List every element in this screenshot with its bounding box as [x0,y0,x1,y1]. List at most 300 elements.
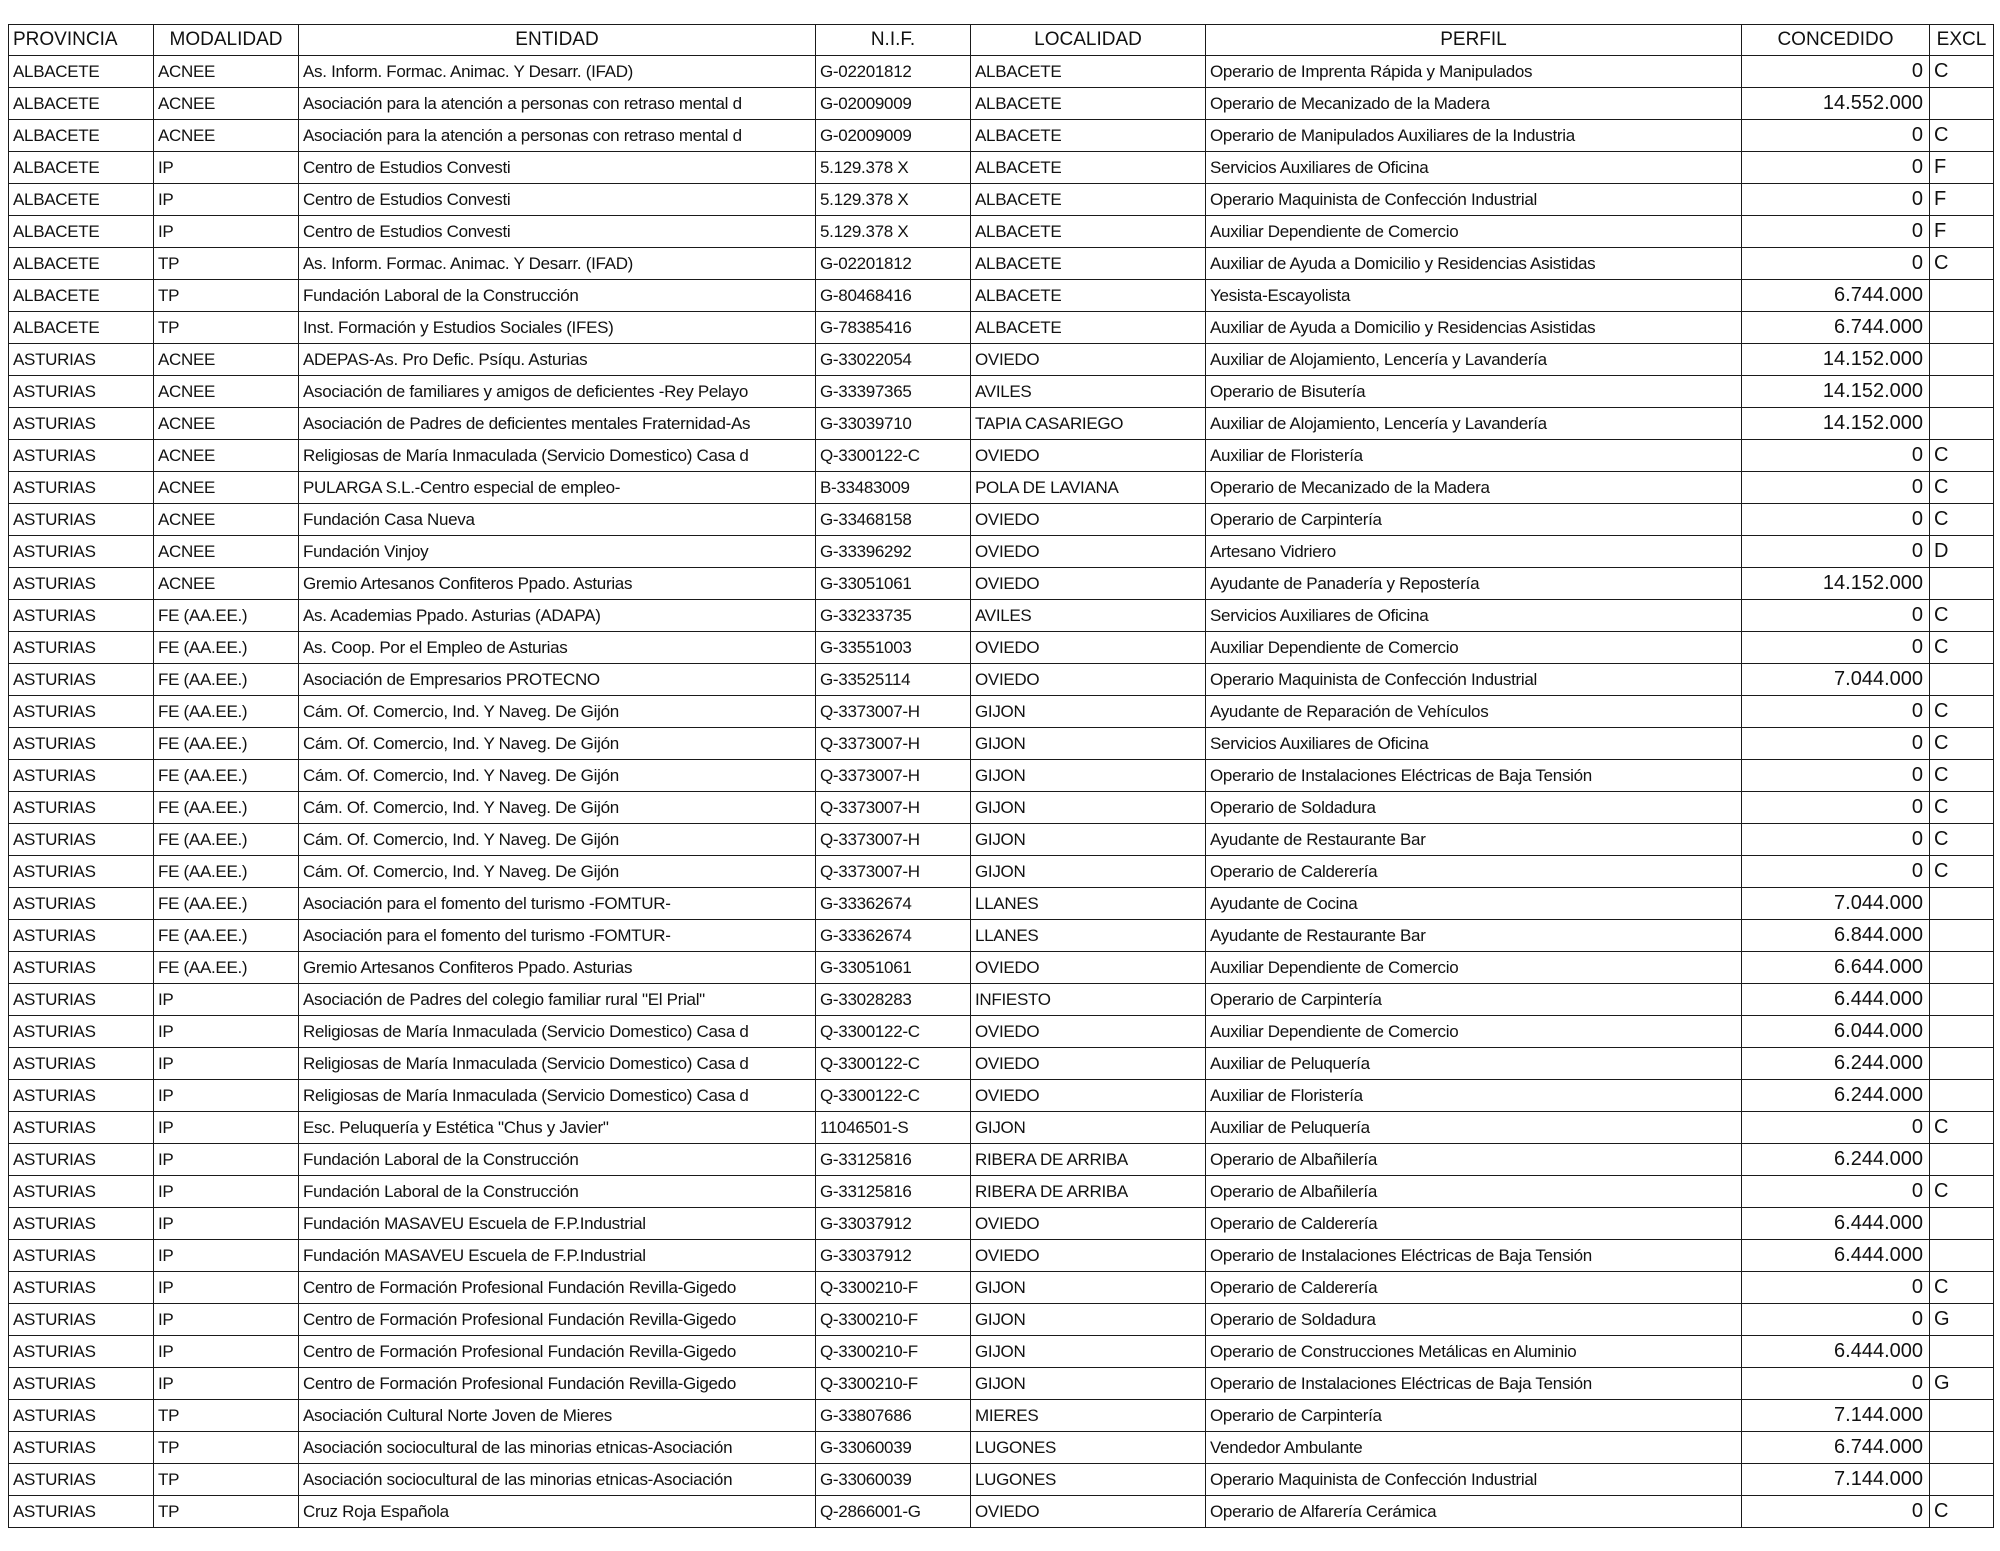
cell-entidad: Gremio Artesanos Confiteros Ppado. Asturias [299,952,816,984]
cell-perfil: Operario de Imprenta Rápida y Manipulados [1206,56,1742,88]
cell-modalidad: IP [154,1048,299,1080]
cell-excl: C [1930,728,1994,760]
cell-entidad: Religiosas de María Inmaculada (Servicio Domestico) Casa d [299,1048,816,1080]
cell-entidad: Asociación para el fomento del turismo -FOMTUR- [299,920,816,952]
header-localidad: LOCALIDAD [971,25,1206,56]
table-row [9,88,1994,120]
cell-provincia: ASTURIAS [9,920,154,952]
cell-nif: Q-3300210-F [816,1368,971,1400]
cell-concedido: 14.152.000 [1742,568,1930,600]
cell-entidad: Asociación de Padres del colegio familiar rural "El Prial" [299,984,816,1016]
cell-localidad: ALBACETE [971,280,1206,312]
cell-perfil: Auxiliar de Floristería [1206,1080,1742,1112]
cell-entidad: Asociación para el fomento del turismo -FOMTUR- [299,888,816,920]
table-row [9,536,1994,568]
cell-excl [1930,1208,1994,1240]
cell-nif: G-80468416 [816,280,971,312]
cell-excl: D [1930,536,1994,568]
cell-provincia: ASTURIAS [9,856,154,888]
cell-excl: G [1930,1304,1994,1336]
cell-entidad: Fundación Laboral de la Construcción [299,1176,816,1208]
cell-entidad: Centro de Formación Profesional Fundación Revilla-Gigedo [299,1336,816,1368]
cell-provincia: ASTURIAS [9,664,154,696]
cell-perfil: Operario Maquinista de Confección Industrial [1206,184,1742,216]
cell-localidad: GIJON [971,824,1206,856]
cell-concedido: 0 [1742,760,1930,792]
cell-perfil: Ayudante de Restaurante Bar [1206,824,1742,856]
cell-localidad: GIJON [971,1368,1206,1400]
cell-concedido: 6.744.000 [1742,280,1930,312]
cell-entidad: Asociación de familiares y amigos de deficientes -Rey Pelayo [299,376,816,408]
table-row [9,312,1994,344]
cell-provincia: ASTURIAS [9,1368,154,1400]
cell-modalidad: IP [154,1016,299,1048]
cell-nif: G-02201812 [816,248,971,280]
cell-perfil: Artesano Vidriero [1206,536,1742,568]
cell-modalidad: IP [154,184,299,216]
cell-modalidad: ACNEE [154,344,299,376]
table-header [9,25,1994,56]
cell-concedido: 6.644.000 [1742,952,1930,984]
cell-perfil: Operario Maquinista de Confección Industrial [1206,1464,1742,1496]
cell-modalidad: IP [154,1080,299,1112]
cell-modalidad: TP [154,280,299,312]
cell-provincia: ASTURIAS [9,1144,154,1176]
cell-provincia: ASTURIAS [9,536,154,568]
cell-perfil: Servicios Auxiliares de Oficina [1206,600,1742,632]
cell-concedido: 6.744.000 [1742,1432,1930,1464]
cell-modalidad: ACNEE [154,536,299,568]
table-row [9,1368,1994,1400]
cell-perfil: Auxiliar de Floristería [1206,440,1742,472]
cell-localidad: LUGONES [971,1432,1206,1464]
cell-modalidad: TP [154,312,299,344]
cell-provincia: ASTURIAS [9,1208,154,1240]
cell-provincia: ASTURIAS [9,1240,154,1272]
cell-perfil: Servicios Auxiliares de Oficina [1206,728,1742,760]
cell-modalidad: IP [154,1208,299,1240]
cell-modalidad: IP [154,1112,299,1144]
cell-localidad: OVIEDO [971,1240,1206,1272]
cell-concedido: 6.744.000 [1742,312,1930,344]
cell-provincia: ASTURIAS [9,1432,154,1464]
cell-provincia: ALBACETE [9,280,154,312]
cell-perfil: Servicios Auxiliares de Oficina [1206,152,1742,184]
cell-localidad: ALBACETE [971,120,1206,152]
cell-perfil: Operario de Instalaciones Eléctricas de Baja Tensión [1206,760,1742,792]
cell-provincia: ASTURIAS [9,984,154,1016]
cell-concedido: 6.444.000 [1742,1208,1930,1240]
cell-entidad: As. Coop. Por el Empleo de Asturias [299,632,816,664]
cell-nif: G-33125816 [816,1176,971,1208]
cell-excl: C [1930,632,1994,664]
cell-excl: C [1930,696,1994,728]
cell-nif: Q-3300210-F [816,1272,971,1304]
cell-provincia: ALBACETE [9,120,154,152]
cell-excl [1930,888,1994,920]
cell-concedido: 0 [1742,1496,1930,1528]
cell-concedido: 0 [1742,536,1930,568]
cell-perfil: Operario de Soldadura [1206,792,1742,824]
table-row [9,568,1994,600]
cell-concedido: 0 [1742,696,1930,728]
grants-table [8,24,1994,1528]
table-row [9,1112,1994,1144]
table-row [9,1304,1994,1336]
cell-modalidad: FE (AA.EE.) [154,792,299,824]
cell-provincia: ASTURIAS [9,632,154,664]
header-nif: N.I.F. [816,25,971,56]
cell-modalidad: IP [154,216,299,248]
cell-perfil: Ayudante de Reparación de Vehículos [1206,696,1742,728]
cell-localidad: OVIEDO [971,664,1206,696]
cell-excl: F [1930,184,1994,216]
cell-concedido: 0 [1742,792,1930,824]
cell-concedido: 6.844.000 [1742,920,1930,952]
cell-concedido: 6.444.000 [1742,984,1930,1016]
cell-provincia: ASTURIAS [9,504,154,536]
cell-provincia: ASTURIAS [9,1176,154,1208]
cell-excl [1930,1144,1994,1176]
cell-concedido: 0 [1742,440,1930,472]
cell-entidad: Cám. Of. Comercio, Ind. Y Naveg. De Gijón [299,856,816,888]
cell-localidad: ALBACETE [971,312,1206,344]
cell-provincia: ALBACETE [9,152,154,184]
cell-perfil: Auxiliar de Ayuda a Domicilio y Residencias Asistidas [1206,248,1742,280]
cell-perfil: Operario de Construcciones Metálicas en Aluminio [1206,1336,1742,1368]
cell-nif: G-33037912 [816,1208,971,1240]
cell-provincia: ASTURIAS [9,440,154,472]
table-row [9,792,1994,824]
cell-entidad: Religiosas de María Inmaculada (Servicio Domestico) Casa d [299,1080,816,1112]
cell-localidad: OVIEDO [971,504,1206,536]
cell-excl: F [1930,216,1994,248]
cell-concedido: 0 [1742,1304,1930,1336]
cell-concedido: 14.152.000 [1742,408,1930,440]
cell-excl: C [1930,1272,1994,1304]
cell-nif: G-33060039 [816,1464,971,1496]
cell-localidad: OVIEDO [971,344,1206,376]
table-row [9,1432,1994,1464]
cell-concedido: 14.152.000 [1742,344,1930,376]
cell-provincia: ALBACETE [9,56,154,88]
cell-localidad: OVIEDO [971,1496,1206,1528]
cell-concedido: 6.444.000 [1742,1240,1930,1272]
cell-entidad: Asociación Cultural Norte Joven de Mieres [299,1400,816,1432]
cell-modalidad: FE (AA.EE.) [154,888,299,920]
cell-nif: G-33362674 [816,920,971,952]
header-excl: EXCL [1930,25,1994,56]
cell-nif: G-33397365 [816,376,971,408]
header-entidad: ENTIDAD [299,25,816,56]
header-perfil: PERFIL [1206,25,1742,56]
table-row [9,1080,1994,1112]
cell-provincia: ASTURIAS [9,376,154,408]
cell-nif: G-33060039 [816,1432,971,1464]
cell-nif: G-02201812 [816,56,971,88]
cell-provincia: ASTURIAS [9,696,154,728]
cell-modalidad: IP [154,1272,299,1304]
cell-provincia: ASTURIAS [9,952,154,984]
cell-modalidad: IP [154,1176,299,1208]
cell-excl [1930,1048,1994,1080]
cell-concedido: 0 [1742,120,1930,152]
cell-provincia: ASTURIAS [9,760,154,792]
cell-entidad: Asociación sociocultural de las minorias etnicas-Asociación [299,1432,816,1464]
cell-concedido: 0 [1742,856,1930,888]
cell-nif: G-33807686 [816,1400,971,1432]
cell-localidad: RIBERA DE ARRIBA [971,1144,1206,1176]
cell-excl [1930,664,1994,696]
cell-localidad: GIJON [971,1272,1206,1304]
cell-concedido: 14.552.000 [1742,88,1930,120]
cell-nif: G-33039710 [816,408,971,440]
cell-provincia: ASTURIAS [9,408,154,440]
cell-excl: C [1930,120,1994,152]
table-row [9,408,1994,440]
cell-localidad: GIJON [971,1336,1206,1368]
cell-perfil: Operario de Mecanizado de la Madera [1206,472,1742,504]
header-modalidad: MODALIDAD [154,25,299,56]
table-row [9,760,1994,792]
cell-excl [1930,984,1994,1016]
table-row [9,184,1994,216]
cell-concedido: 0 [1742,152,1930,184]
cell-concedido: 0 [1742,1368,1930,1400]
table-row [9,1400,1994,1432]
cell-modalidad: TP [154,248,299,280]
cell-entidad: Asociación de Padres de deficientes mentales Fraternidad-As [299,408,816,440]
cell-excl [1930,312,1994,344]
cell-concedido: 0 [1742,248,1930,280]
table-row [9,600,1994,632]
cell-localidad: OVIEDO [971,1080,1206,1112]
cell-excl: C [1930,1496,1994,1528]
cell-provincia: ASTURIAS [9,1016,154,1048]
cell-nif: G-33468158 [816,504,971,536]
cell-localidad: ALBACETE [971,56,1206,88]
cell-perfil: Operario de Carpintería [1206,984,1742,1016]
cell-provincia: ALBACETE [9,248,154,280]
cell-provincia: ASTURIAS [9,472,154,504]
cell-concedido: 7.144.000 [1742,1464,1930,1496]
cell-modalidad: TP [154,1496,299,1528]
cell-concedido: 7.044.000 [1742,664,1930,696]
table-row [9,824,1994,856]
cell-perfil: Auxiliar de Ayuda a Domicilio y Residencias Asistidas [1206,312,1742,344]
cell-localidad: AVILES [971,376,1206,408]
cell-provincia: ASTURIAS [9,344,154,376]
cell-provincia: ALBACETE [9,184,154,216]
cell-provincia: ASTURIAS [9,568,154,600]
cell-modalidad: FE (AA.EE.) [154,632,299,664]
cell-localidad: GIJON [971,760,1206,792]
cell-concedido: 6.244.000 [1742,1144,1930,1176]
cell-perfil: Operario de Calderería [1206,856,1742,888]
cell-modalidad: FE (AA.EE.) [154,824,299,856]
cell-modalidad: ACNEE [154,120,299,152]
cell-excl [1930,1016,1994,1048]
table-row [9,152,1994,184]
cell-nif: G-33525114 [816,664,971,696]
cell-perfil: Auxiliar Dependiente de Comercio [1206,952,1742,984]
cell-localidad: GIJON [971,1112,1206,1144]
table-row [9,984,1994,1016]
table-row [9,920,1994,952]
cell-excl: C [1930,792,1994,824]
cell-provincia: ASTURIAS [9,728,154,760]
cell-nif: G-33396292 [816,536,971,568]
cell-concedido: 14.152.000 [1742,376,1930,408]
cell-modalidad: ACNEE [154,440,299,472]
cell-modalidad: FE (AA.EE.) [154,920,299,952]
cell-localidad: LUGONES [971,1464,1206,1496]
cell-concedido: 0 [1742,504,1930,536]
cell-localidad: ALBACETE [971,152,1206,184]
cell-entidad: Asociación para la atención a personas con retraso mental d [299,120,816,152]
cell-modalidad: ACNEE [154,568,299,600]
table-row [9,504,1994,536]
cell-modalidad: ACNEE [154,504,299,536]
cell-excl: C [1930,600,1994,632]
table-row [9,1176,1994,1208]
cell-entidad: Cám. Of. Comercio, Ind. Y Naveg. De Gijón [299,792,816,824]
cell-nif: 11046501-S [816,1112,971,1144]
cell-excl: C [1930,1112,1994,1144]
cell-entidad: Religiosas de María Inmaculada (Servicio Domestico) Casa d [299,440,816,472]
cell-nif: G-78385416 [816,312,971,344]
cell-nif: 5.129.378 X [816,184,971,216]
cell-nif: G-33362674 [816,888,971,920]
cell-nif: Q-3373007-H [816,728,971,760]
cell-excl [1930,1080,1994,1112]
cell-perfil: Auxiliar Dependiente de Comercio [1206,1016,1742,1048]
cell-concedido: 0 [1742,632,1930,664]
cell-modalidad: IP [154,1304,299,1336]
cell-excl: C [1930,824,1994,856]
cell-modalidad: TP [154,1400,299,1432]
cell-concedido: 7.144.000 [1742,1400,1930,1432]
cell-entidad: Fundación Laboral de la Construcción [299,280,816,312]
cell-entidad: Centro de Estudios Convesti [299,184,816,216]
table-row [9,856,1994,888]
cell-localidad: OVIEDO [971,632,1206,664]
cell-entidad: Centro de Formación Profesional Fundación Revilla-Gigedo [299,1272,816,1304]
cell-excl: F [1930,152,1994,184]
cell-provincia: ASTURIAS [9,888,154,920]
table-row [9,664,1994,696]
cell-entidad: Fundación Vinjoy [299,536,816,568]
cell-modalidad: TP [154,1432,299,1464]
cell-excl: C [1930,1176,1994,1208]
cell-excl: C [1930,856,1994,888]
table-row [9,216,1994,248]
cell-modalidad: IP [154,1240,299,1272]
cell-perfil: Ayudante de Restaurante Bar [1206,920,1742,952]
table-row [9,1208,1994,1240]
cell-perfil: Operario de Mecanizado de la Madera [1206,88,1742,120]
cell-localidad: ALBACETE [971,216,1206,248]
cell-perfil: Operario de Soldadura [1206,1304,1742,1336]
cell-modalidad: FE (AA.EE.) [154,760,299,792]
cell-entidad: Centro de Estudios Convesti [299,152,816,184]
cell-perfil: Auxiliar de Alojamiento, Lencería y Lavandería [1206,344,1742,376]
cell-nif: Q-3373007-H [816,824,971,856]
cell-modalidad: FE (AA.EE.) [154,856,299,888]
cell-concedido: 6.044.000 [1742,1016,1930,1048]
cell-excl [1930,408,1994,440]
cell-modalidad: FE (AA.EE.) [154,952,299,984]
cell-modalidad: ACNEE [154,408,299,440]
cell-nif: Q-3373007-H [816,856,971,888]
cell-nif: Q-3300122-C [816,440,971,472]
cell-localidad: AVILES [971,600,1206,632]
cell-modalidad: IP [154,152,299,184]
cell-excl [1930,1336,1994,1368]
cell-provincia: ASTURIAS [9,1464,154,1496]
cell-entidad: Fundación Laboral de la Construcción [299,1144,816,1176]
table-row [9,1464,1994,1496]
cell-entidad: Inst. Formación y Estudios Sociales (IFES) [299,312,816,344]
cell-concedido: 6.444.000 [1742,1336,1930,1368]
cell-localidad: TAPIA CASARIEGO [971,408,1206,440]
cell-perfil: Operario de Albañilería [1206,1144,1742,1176]
cell-entidad: Cruz Roja Española [299,1496,816,1528]
cell-entidad: As. Academias Ppado. Asturias (ADAPA) [299,600,816,632]
table-row [9,440,1994,472]
cell-localidad: ALBACETE [971,248,1206,280]
cell-perfil: Auxiliar de Peluquería [1206,1112,1742,1144]
cell-entidad: Fundación Casa Nueva [299,504,816,536]
cell-entidad: As. Inform. Formac. Animac. Y Desarr. (IFAD) [299,248,816,280]
header-provincia: PROVINCIA [9,25,154,56]
cell-excl: C [1930,504,1994,536]
cell-concedido: 6.244.000 [1742,1048,1930,1080]
cell-perfil: Ayudante de Panadería y Repostería [1206,568,1742,600]
cell-nif: Q-3300122-C [816,1016,971,1048]
cell-provincia: ASTURIAS [9,1272,154,1304]
cell-nif: G-02009009 [816,88,971,120]
table-row [9,344,1994,376]
cell-entidad: Fundación MASAVEU Escuela de F.P.Industrial [299,1208,816,1240]
cell-localidad: OVIEDO [971,568,1206,600]
cell-concedido: 0 [1742,1272,1930,1304]
cell-perfil: Ayudante de Cocina [1206,888,1742,920]
cell-modalidad: FE (AA.EE.) [154,728,299,760]
table-row [9,1496,1994,1528]
cell-concedido: 0 [1742,56,1930,88]
cell-provincia: ASTURIAS [9,1048,154,1080]
cell-modalidad: FE (AA.EE.) [154,664,299,696]
cell-localidad: GIJON [971,792,1206,824]
cell-excl: C [1930,760,1994,792]
cell-concedido: 6.244.000 [1742,1080,1930,1112]
cell-provincia: ASTURIAS [9,1080,154,1112]
table-row [9,1272,1994,1304]
cell-nif: Q-3373007-H [816,760,971,792]
cell-excl [1930,280,1994,312]
cell-modalidad: ACNEE [154,472,299,504]
cell-localidad: GIJON [971,1304,1206,1336]
cell-provincia: ASTURIAS [9,1336,154,1368]
cell-modalidad: FE (AA.EE.) [154,600,299,632]
cell-excl [1930,344,1994,376]
cell-localidad: ALBACETE [971,88,1206,120]
table-row [9,952,1994,984]
cell-perfil: Operario de Calderería [1206,1208,1742,1240]
cell-entidad: Centro de Estudios Convesti [299,216,816,248]
cell-nif: Q-3373007-H [816,696,971,728]
